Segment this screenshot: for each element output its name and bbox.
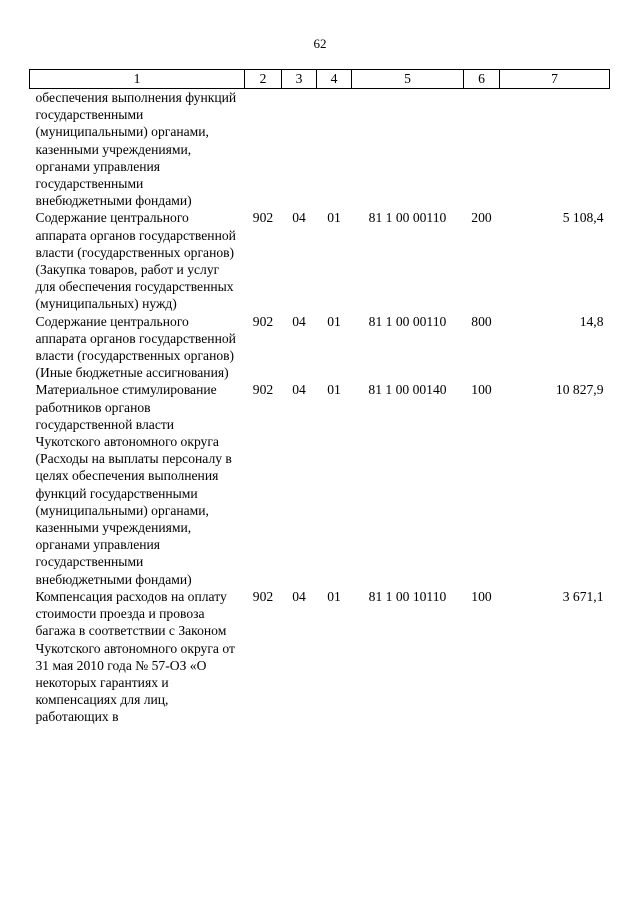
row-amount: 14,8	[579, 313, 604, 329]
row-section: 04	[292, 210, 306, 226]
row-section	[282, 89, 317, 210]
row-section: 04	[292, 588, 306, 604]
row-expense-type	[464, 89, 500, 210]
row-code: 902	[252, 313, 274, 329]
budget-table	[29, 69, 610, 726]
row-amount: 10 827,9	[555, 382, 604, 398]
row-amount	[500, 89, 610, 210]
table-row	[30, 588, 610, 726]
header-col-3: 3	[282, 70, 317, 89]
row-subsection	[317, 89, 352, 210]
row-target: 81 1 00 00140	[368, 382, 447, 398]
row-name: Материальное стимулирование работников органов государственной власти Чукотского автономного округа (Расходы на выплаты персоналу в целях обеспечения выполнения функций государственными (муниципальными) органами, казенными учреждениями, органами управления государственными внебюджетными фондами)	[35, 382, 232, 587]
row-amount: 3 671,1	[562, 588, 604, 604]
row-section: 04	[292, 382, 306, 398]
row-subsection: 01	[327, 210, 341, 226]
row-code	[245, 89, 282, 210]
row-name: Компенсация расходов на оплату стоимости проезда и провоза багажа в соответствии с Законом Чукотского автономного округа от 31 мая 2010 года № 57-ОЗ «О некоторых гарантиях и компенсациях для лиц, работающих в	[35, 588, 235, 725]
row-expense-type: 800	[471, 313, 492, 329]
table-row	[30, 89, 610, 210]
row-amount: 5 108,4	[562, 210, 604, 226]
row-subsection: 01	[327, 313, 341, 329]
header-col-6: 6	[464, 70, 500, 89]
row-section: 04	[292, 313, 306, 329]
row-subsection: 01	[327, 588, 341, 604]
row-name: Содержание центрального аппарата органов государственной власти (государственных органов) (Закупка товаров, работ и услуг для обеспечения государственных (муниципальных) нужд)	[35, 210, 236, 312]
table-row	[30, 313, 610, 382]
row-name: обеспечения выполнения функций государственными (муниципальными) органами, казенными учреждениями, органами управления государственными внебюджетными фондами)	[35, 90, 237, 209]
row-target: 81 1 00 00110	[368, 313, 447, 329]
header-col-1: 1	[30, 70, 245, 89]
row-code: 902	[252, 588, 274, 604]
table-row	[30, 209, 610, 312]
row-target: 81 1 00 00110	[368, 210, 447, 226]
header-col-4: 4	[317, 70, 352, 89]
row-code: 902	[252, 210, 274, 226]
row-subsection: 01	[327, 382, 341, 398]
row-target	[352, 89, 464, 210]
header-col-7: 7	[500, 70, 610, 89]
table-header-row	[30, 70, 610, 89]
row-expense-type: 100	[471, 588, 492, 604]
table-row	[30, 381, 610, 587]
header-col-2: 2	[245, 70, 282, 89]
header-col-5: 5	[352, 70, 464, 89]
row-expense-type: 100	[471, 382, 492, 398]
row-code: 902	[252, 382, 274, 398]
row-expense-type: 200	[471, 210, 492, 226]
page-number: 62	[313, 36, 327, 51]
row-name: Содержание центрального аппарата органов государственной власти (государственных органов) (Иные бюджетные ассигнования)	[35, 313, 236, 381]
row-target: 81 1 00 10110	[368, 588, 447, 604]
